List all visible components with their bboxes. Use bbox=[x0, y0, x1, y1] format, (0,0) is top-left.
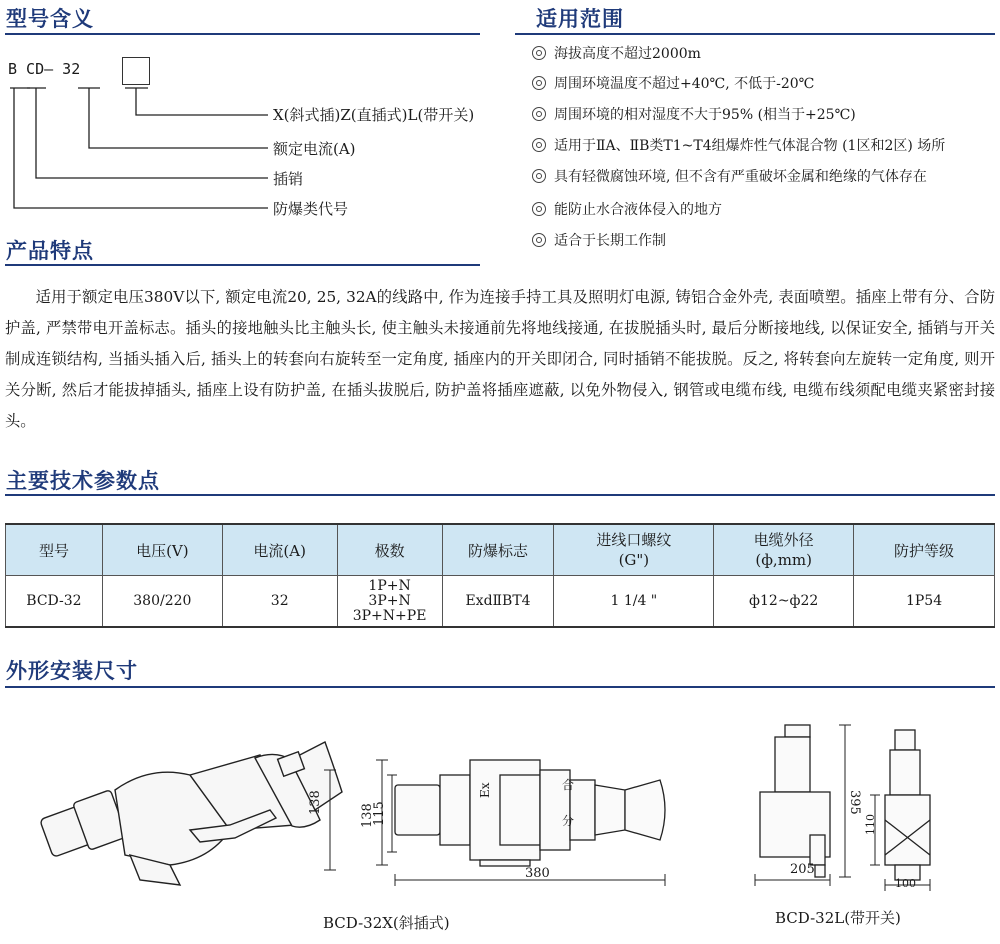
dimension-138-label: 138 bbox=[360, 803, 375, 828]
table-cell: 380/220 bbox=[102, 576, 222, 628]
caption-bcd32l: BCD-32L(带开关) bbox=[775, 909, 901, 927]
spec-table bbox=[5, 523, 995, 628]
table-cell: 1P54 bbox=[854, 576, 995, 628]
caption-bcd32x: BCD-32X(斜插式) bbox=[323, 914, 450, 932]
table-header-cell: 进线口螺纹 (G") bbox=[554, 524, 714, 576]
close-mark-label: 合 bbox=[562, 778, 575, 792]
dimension-380-label: 380 bbox=[525, 866, 550, 881]
dimension-100-label: 100 bbox=[895, 877, 916, 890]
application-item: 具有轻微腐蚀环境, 但不含有严重破坏金属和绝缘的气体存在 bbox=[532, 166, 927, 186]
open-mark-label: 分 bbox=[562, 814, 575, 828]
legend-explosion-code: 防爆类代号 bbox=[273, 200, 349, 218]
ex-mark-label: Ex bbox=[478, 782, 492, 798]
application-item: 海拔高度不超过2000m bbox=[532, 43, 701, 63]
heading-rule bbox=[5, 686, 995, 688]
application-item: 周围环境温度不超过+40℃, 不低于-20℃ bbox=[532, 73, 814, 93]
application-item: 适用于ⅡA、ⅡB类T1~T4组爆炸性气体混合物 (1区和2区) 场所 bbox=[532, 135, 945, 155]
circle-bullet-icon bbox=[532, 76, 546, 90]
heading-parameters: 主要技术参数点 bbox=[6, 469, 160, 493]
table-cell: 1P+N 3P+N 3P+N+PE bbox=[337, 576, 442, 628]
plug-perspective-drawing bbox=[30, 730, 370, 930]
circle-bullet-icon bbox=[532, 202, 546, 216]
circle-bullet-icon bbox=[532, 233, 546, 247]
application-item: 周围环境的相对湿度不大于95% (相当于+25℃) bbox=[532, 104, 856, 124]
dimension-138-label: 138 bbox=[308, 790, 323, 815]
dimension-205-label: 205 bbox=[790, 862, 815, 877]
legend-plug: 插销 bbox=[273, 170, 304, 188]
model-code-prefix: B CD— 32 bbox=[8, 60, 81, 78]
table-cell: 1 1/4 " bbox=[554, 576, 714, 628]
table-cell: ExdⅡBT4 bbox=[442, 576, 554, 628]
table-header-cell: 电压(V) bbox=[102, 524, 222, 576]
legend-current: 额定电流(A) bbox=[273, 140, 356, 158]
table-header-cell: 电缆外径 (ф,mm) bbox=[714, 524, 854, 576]
table-row bbox=[6, 576, 995, 628]
circle-bullet-icon bbox=[532, 138, 546, 152]
legend-type: X(斜式插)Z(直插式)L(带开关) bbox=[273, 106, 475, 124]
table-cell: BCD-32 bbox=[6, 576, 103, 628]
table-header-cell: 型号 bbox=[6, 524, 103, 576]
features-paragraph: 适用于额定电压380V以下, 额定电流20, 25, 32A的线路中, 作为连接手持工具及照明灯电源, 铸铝合金外壳, 表面喷塑。插座上带有分、合防护盖, 严禁带电开盖标志。插头的接地触头比主触头长, 使主触头未接通前先将地线接通, 在拔脱插头时, 最后分断接地线, 以保证安全, 插销与开关制成连锁结构, 当插头插入后, 插头上的转套向右旋转至一定角度, 插座内的开关即闭合, 同时插销不能拔脱。反之, 将转套向左旋转一定角度, 则开关分断, 然后才能拔掉插头, 插座上设有防护盖, 在插头拔脱后, 防护盖将插座遮蔽, 以免外物侵入, 钢管或电缆布线, 电缆布线须配电缆夹紧密封接头。 bbox=[5, 288, 995, 430]
dimension-110-label: 110 bbox=[864, 814, 877, 835]
heading-rule bbox=[5, 264, 480, 266]
table-header-cell: 电流(A) bbox=[222, 524, 337, 576]
heading-features: 产品特点 bbox=[6, 239, 94, 263]
application-item: 能防止水合液体侵入的地方 bbox=[532, 199, 722, 219]
dimension-115-label: 115 bbox=[372, 801, 387, 826]
table-header-cell: 防爆标志 bbox=[442, 524, 554, 576]
table-header-cell: 防护等级 bbox=[854, 524, 995, 576]
heading-rule bbox=[5, 494, 995, 496]
circle-bullet-icon bbox=[532, 46, 546, 60]
circle-bullet-icon bbox=[532, 169, 546, 183]
heading-model-meaning: 型号含义 bbox=[6, 7, 94, 31]
heading-application: 适用范围 bbox=[536, 7, 624, 31]
table-header-row bbox=[6, 524, 995, 576]
application-item: 适合于长期工作制 bbox=[532, 230, 666, 250]
dimension-395-label: 395 bbox=[847, 790, 862, 815]
heading-dimensions: 外形安装尺寸 bbox=[6, 659, 138, 683]
table-header-cell: 极数 bbox=[337, 524, 442, 576]
circle-bullet-icon bbox=[532, 107, 546, 121]
table-cell: ф12~ф22 bbox=[714, 576, 854, 628]
table-cell: 32 bbox=[222, 576, 337, 628]
